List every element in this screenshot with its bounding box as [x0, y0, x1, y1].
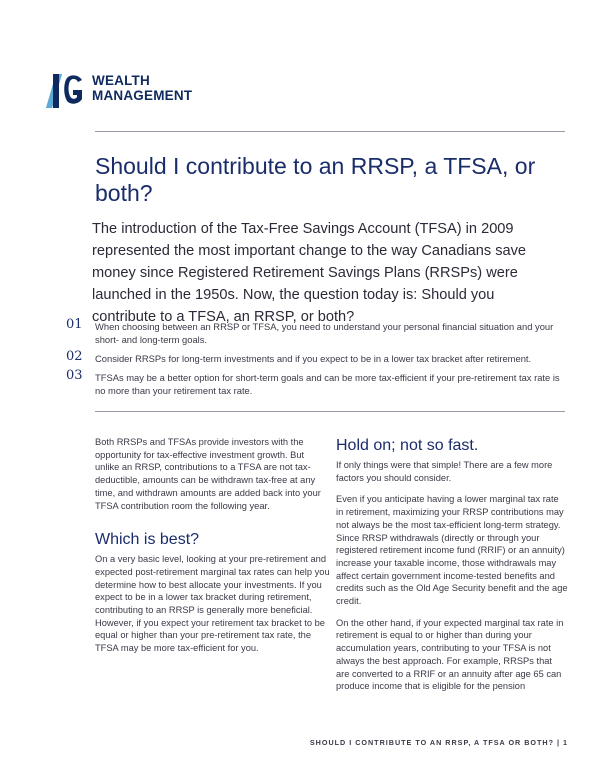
right-paragraph-3: On the other hand, if your expected marginal tax rate in retirement is equal to or higher than during your accumulation years, contributing to your TFSA is not always the best approach. For example, RRSPs that are converted to a RRIF or an annuity after age 65 can produce income that is eligible for the pension — [336, 617, 564, 692]
right-column — [336, 436, 568, 702]
logo-wordmark — [92, 73, 192, 103]
right-paragraph-2: Even if you anticipate having a lower marginal tax rate in retirement, maximizing your RRSP contributions may not always be the most tax-efficient long-term strategy. Since RRSP withdrawals (directly or through your registered retirement income fund (RRIF) or an annuity) increase your taxable income, those withdrawals may affect certain government income-tested benefits and credits such as the Old Age Security benefit and the age credit. — [336, 494, 568, 607]
key-point — [66, 349, 566, 365]
right-paragraph-1: If only things were that simple! There are a few more factors you should consider. — [336, 460, 553, 483]
ig-logo-icon — [42, 70, 90, 108]
hold-on-heading: Hold on; not so fast. — [336, 437, 479, 454]
ig-wealth-management-logo — [42, 70, 212, 110]
page-footer: SHOULD I CONTRIBUTE TO AN RRSP, A TFSA OR BOTH? | 1 — [309, 738, 568, 747]
left-paragraph-1: Both RRSPs and TFSAs provide investors with the opportunity for tax-effective investment growth. But unlike an RRSP, contributions to a TFSA are not tax-deductible, amounts can be withdrawn tax-free at any time, and withdrawn amounts are added back into your TFSA contribution room the following year. — [95, 437, 321, 511]
key-point-text: When choosing between an RRSP or TFSA, you need to understand your personal financial situation and your short- and long-term goals. — [95, 321, 554, 345]
logo-line-2: MANAGEMENT — [92, 88, 193, 103]
logo-line-1: WEALTH — [92, 73, 150, 88]
left-paragraph-2: On a very basic level, looking at your pre-retirement and expected post-retirement marginal tax rates can help you determine how to best allocate your investments. If you expect to be in a lower tax bracket during retirement, contributing to an RRSP is generally more beneficial. However, if you expect your retirement tax bracket to be equal or higher than your pre-retirement tax rate, the TFSA may be more tax-efficient for you. — [95, 554, 330, 654]
key-point-text: TFSAs may be a better option for short-term goals and can be more tax-efficient if your pre-retirement tax rate is no more than your retirement tax rate. — [95, 372, 560, 396]
section-divider — [95, 411, 565, 412]
key-point-number: 01 — [66, 317, 83, 332]
left-column — [95, 436, 330, 664]
intro-paragraph: The introduction of the Tax-Free Savings Account (TFSA) in 2009 represented the most important change to the way Canadians save money since Registered Retirement Savings Plans (RRSPs) were launched in the 1950s. Now, the question today is: Should you contribute to a TFSA, an RRSP, or both? — [92, 221, 527, 325]
key-point — [66, 368, 566, 397]
key-point-number: 02 — [66, 349, 83, 364]
key-point-number: 03 — [66, 368, 83, 383]
key-point — [66, 317, 566, 346]
which-is-best-heading: Which is best? — [95, 531, 200, 549]
top-divider — [95, 131, 565, 132]
page-title: Should I contribute to an RRSP, a TFSA, or both? — [95, 153, 536, 206]
key-points-list — [66, 317, 566, 403]
key-point-text: Consider RRSPs for long-term investments and if you expect to be in a lower tax bracket after retirement. — [95, 353, 532, 364]
